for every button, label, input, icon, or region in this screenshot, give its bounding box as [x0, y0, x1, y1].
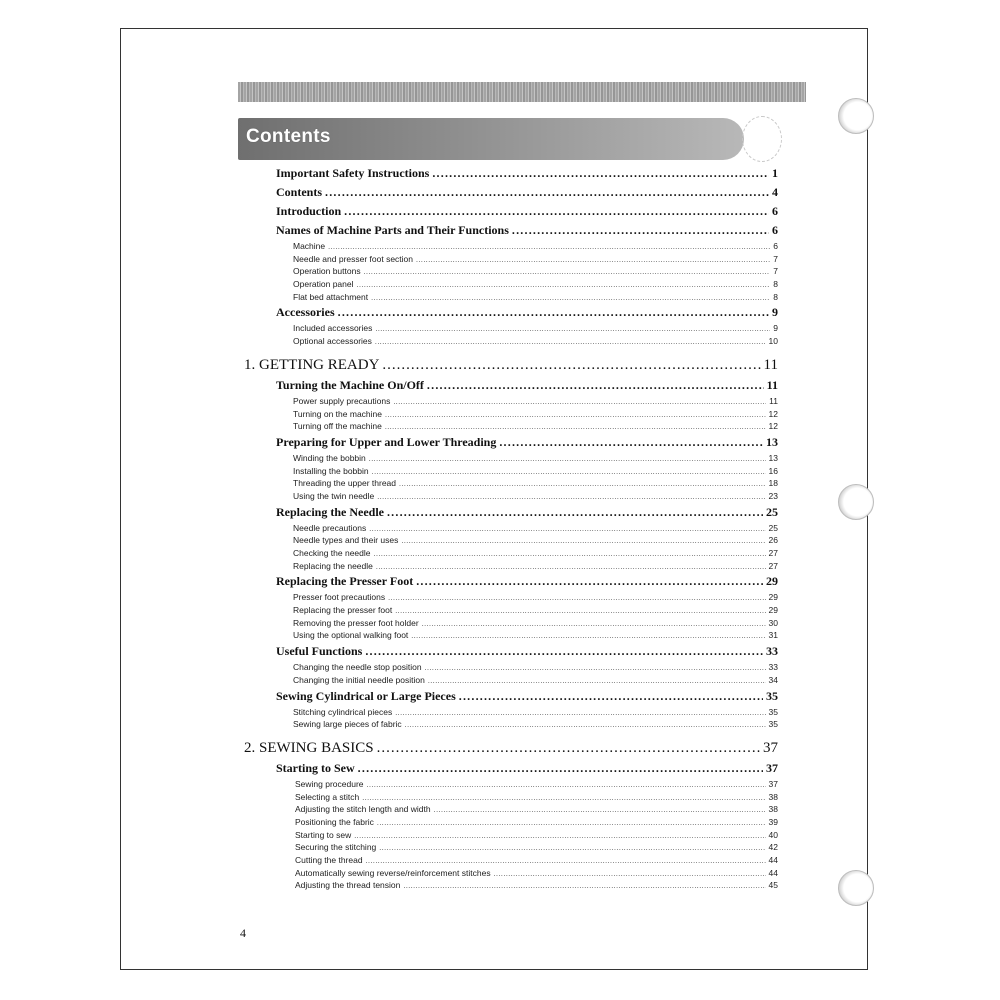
toc-section-entry[interactable]	[276, 433, 778, 452]
toc-entry-page: 30	[768, 617, 778, 628]
toc-entry-page: 37	[766, 760, 778, 775]
toc-leader-dots	[366, 854, 766, 867]
toc-subsection-entry[interactable]	[293, 617, 778, 630]
toc-subsection-entry[interactable]	[293, 278, 778, 291]
toc-entry-page: 25	[768, 522, 778, 533]
toc-entry-title: Operation buttons	[293, 266, 361, 277]
toc-leader-dots	[434, 803, 766, 816]
toc-entry-page: 11	[763, 356, 778, 373]
toc-entry-page: 26	[768, 535, 778, 546]
toc-subsection-entry[interactable]	[293, 240, 778, 253]
toc-entry-title: Adjusting the thread tension	[295, 880, 401, 891]
toc-leader-dots	[388, 591, 765, 604]
toc-entry-title: Changing the initial needle position	[293, 674, 425, 685]
toc-subsection-entry[interactable]	[293, 322, 778, 335]
toc-leader-dots	[357, 278, 771, 291]
toc-leader-dots	[387, 503, 763, 522]
toc-subsection-entry[interactable]	[295, 816, 778, 829]
toc-entry-page: 33	[768, 662, 778, 673]
toc-entry-title: Automatically sewing reverse/reinforcement stitches	[295, 867, 491, 878]
toc-entry-page: 37	[763, 739, 778, 756]
toc-entry-page: 37	[768, 778, 778, 789]
toc-subsection-entry[interactable]	[293, 591, 778, 604]
toc-entry-title: Sewing Cylindrical or Large Pieces	[276, 688, 456, 703]
toc-leader-dots	[395, 604, 765, 617]
toc-entry-page: 35	[768, 719, 778, 730]
toc-entry-page: 4	[772, 185, 778, 199]
toc-entry-title: Included accessories	[293, 323, 373, 334]
page-title: Contents	[246, 126, 331, 147]
toc-entry-title: Using the optional walking foot	[293, 630, 409, 641]
toc-entry-page: 7	[773, 253, 778, 264]
toc-subsection-entry[interactable]	[295, 829, 778, 842]
toc-entry-page: 35	[766, 688, 778, 703]
toc-entry-title: Needle precautions	[293, 522, 367, 533]
toc-entry-page: 39	[768, 816, 778, 827]
toc-subsection-entry[interactable]	[293, 265, 778, 278]
toc-entry-title: Adjusting the stitch length and width	[295, 804, 431, 815]
toc-leader-dots	[338, 303, 769, 322]
banner-ring-decoration	[742, 116, 782, 162]
toc-leader-dots	[385, 408, 766, 421]
toc-entry-page: 38	[768, 804, 778, 815]
toc-entry-title: Turning on the machine	[293, 408, 382, 419]
toc-entry-title: Needle types and their uses	[293, 535, 399, 546]
toc-leader-dots	[512, 221, 769, 240]
toc-entry-title: Turning the Machine On/Off	[276, 377, 424, 392]
toc-section-entry[interactable]	[276, 572, 778, 591]
toc-leader-dots	[425, 661, 766, 674]
toc-entry-title: 2. SEWING BASICS	[244, 739, 374, 756]
toc-entry-page: 7	[773, 266, 778, 277]
toc-chapter-entry[interactable]	[244, 737, 778, 759]
toc-section-entry[interactable]	[276, 202, 778, 221]
toc-leader-dots	[399, 477, 766, 490]
toc-entry-title: Turning off the machine	[293, 421, 382, 432]
binder-hole-top	[838, 98, 874, 134]
toc-entry-page: 34	[768, 674, 778, 685]
toc-entry-page: 16	[768, 465, 778, 476]
toc-subsection-entry[interactable]	[295, 879, 778, 892]
toc-subsection-entry[interactable]	[293, 629, 778, 642]
toc-leader-dots	[344, 202, 769, 221]
toc-subsection-entry[interactable]	[295, 854, 778, 867]
toc-leader-dots	[325, 183, 769, 202]
toc-entry-page: 45	[768, 880, 778, 891]
toc-entry-title: Starting to Sew	[276, 760, 355, 775]
toc-entry-title: Preparing for Upper and Lower Threading	[276, 434, 497, 449]
toc-subsection-entry[interactable]	[295, 867, 778, 880]
toc-entry-title: Replacing the Presser Foot	[276, 574, 414, 589]
toc-entry-title: Replacing the Needle	[276, 504, 384, 519]
toc-entry-title: Power supply precautions	[293, 395, 391, 406]
toc-subsection-entry[interactable]	[293, 477, 778, 490]
toc-section-entry[interactable]	[276, 503, 778, 522]
toc-entry-page: 11	[766, 377, 778, 392]
toc-subsection-entry[interactable]	[295, 841, 778, 854]
toc-entry-page: 1	[772, 166, 778, 180]
toc-subsection-entry[interactable]	[293, 490, 778, 503]
toc-leader-dots	[377, 737, 760, 759]
toc-entry-page: 9	[773, 323, 778, 334]
toc-subsection-entry[interactable]	[293, 534, 778, 547]
toc-entry-page: 13	[766, 434, 778, 449]
toc-entry-page: 12	[768, 421, 778, 432]
binder-hole-bottom	[838, 870, 874, 906]
toc-subsection-entry[interactable]	[295, 791, 778, 804]
toc-subsection-entry[interactable]	[293, 291, 778, 304]
toc-leader-dots	[428, 674, 766, 687]
toc-entry-title: Replacing the presser foot	[293, 605, 393, 616]
toc-leader-dots	[499, 433, 763, 452]
toc-section-entry[interactable]	[276, 221, 778, 240]
toc-leader-dots	[385, 420, 766, 433]
toc-leader-dots	[379, 841, 765, 854]
toc-entry-title: Checking the needle	[293, 548, 371, 558]
toc-leader-dots	[371, 291, 770, 304]
toc-leader-dots	[369, 522, 765, 535]
toc-entry-title: Names of Machine Parts and Their Functions	[276, 223, 509, 237]
toc-entry-page: 31	[768, 630, 778, 641]
toc-entry-title: Important Safety Instructions	[276, 166, 430, 180]
page-number: 4	[240, 926, 246, 940]
toc-entry-title: Starting to sew	[295, 829, 352, 840]
toc-subsection-entry[interactable]	[293, 395, 778, 408]
toc-entry-title: Useful Functions	[276, 644, 363, 659]
table-of-contents	[244, 164, 778, 892]
toc-entry-page: 9	[772, 305, 778, 320]
toc-entry-page: 44	[768, 855, 778, 865]
toc-entry-title: Replacing the needle	[293, 560, 373, 571]
toc-entry-title: Contents	[276, 185, 323, 199]
toc-entry-title: Sewing large pieces of fabric	[293, 719, 402, 730]
toc-leader-dots	[494, 867, 766, 880]
toc-entry-title: Accessories	[276, 305, 335, 320]
toc-subsection-entry[interactable]	[293, 465, 778, 478]
toc-entry-page: 29	[766, 574, 778, 589]
toc-entry-title: Securing the stitching	[295, 842, 377, 853]
toc-entry-page: 6	[772, 204, 778, 218]
toc-entry-title: Using the twin needle	[293, 490, 375, 501]
toc-leader-dots	[375, 322, 770, 335]
toc-subsection-entry[interactable]	[293, 604, 778, 617]
toc-leader-dots	[403, 879, 765, 892]
toc-entry-page: 42	[768, 842, 778, 853]
toc-leader-dots	[382, 354, 760, 376]
toc-leader-dots	[354, 829, 765, 842]
toc-leader-dots	[377, 490, 765, 503]
toc-entry-title: Threading the upper thread	[293, 478, 397, 489]
toc-leader-dots	[374, 547, 766, 560]
toc-entry-title: Installing the bobbin	[293, 465, 369, 476]
toc-leader-dots	[365, 642, 763, 661]
toc-leader-dots	[358, 759, 763, 778]
toc-entry-page: 6	[772, 223, 778, 237]
toc-entry-page: 29	[768, 592, 778, 603]
toc-entry-title: Winding the bobbin	[293, 452, 366, 463]
toc-subsection-entry[interactable]	[293, 718, 778, 731]
toc-leader-dots	[375, 335, 766, 348]
toc-entry-page: 35	[768, 706, 778, 717]
toc-subsection-entry[interactable]	[293, 452, 778, 465]
toc-section-entry[interactable]	[276, 759, 778, 778]
toc-subsection-entry[interactable]	[293, 522, 778, 535]
toc-subsection-entry[interactable]	[293, 408, 778, 421]
toc-entry-page: 8	[773, 291, 778, 302]
toc-section-entry[interactable]	[276, 376, 778, 395]
toc-entry-title: Cutting the thread	[295, 855, 363, 865]
toc-subsection-entry[interactable]	[293, 335, 778, 348]
toc-subsection-entry[interactable]	[293, 706, 778, 719]
toc-subsection-entry[interactable]	[293, 420, 778, 433]
toc-entry-title: Changing the needle stop position	[293, 662, 422, 673]
toc-entry-title: Positioning the fabric	[295, 816, 374, 827]
toc-entry-title: Machine	[293, 241, 326, 251]
toc-entry-title: Sewing procedure	[295, 778, 364, 789]
toc-subsection-entry[interactable]	[295, 803, 778, 816]
toc-entry-page: 11	[769, 395, 778, 406]
toc-leader-dots	[427, 376, 764, 395]
toc-entry-title: Removing the presser foot holder	[293, 617, 419, 628]
toc-subsection-entry[interactable]	[295, 778, 778, 791]
toc-entry-page: 8	[773, 279, 778, 290]
toc-entry-title: Flat bed attachment	[293, 291, 369, 302]
toc-leader-dots	[393, 395, 766, 408]
toc-leader-dots	[416, 572, 763, 591]
toc-section-entry[interactable]	[276, 303, 778, 322]
toc-leader-dots	[401, 534, 765, 547]
toc-section-entry[interactable]	[276, 183, 778, 202]
toc-entry-page: 12	[768, 408, 778, 419]
toc-leader-dots	[422, 617, 766, 630]
toc-section-entry[interactable]	[276, 642, 778, 661]
toc-entry-page: 23	[768, 490, 778, 501]
toc-section-entry[interactable]	[276, 687, 778, 706]
toc-subsection-entry[interactable]	[293, 560, 778, 573]
toc-entry-title: Operation panel	[293, 279, 354, 290]
toc-entry-page: 38	[768, 791, 778, 802]
toc-leader-dots	[459, 687, 763, 706]
binder-hole-middle	[838, 484, 874, 520]
toc-leader-dots	[377, 816, 766, 829]
toc-leader-dots	[411, 629, 765, 642]
toc-leader-dots	[364, 265, 771, 278]
toc-leader-dots	[405, 718, 766, 731]
toc-leader-dots	[362, 791, 765, 804]
toc-subsection-entry[interactable]	[293, 661, 778, 674]
toc-leader-dots	[395, 706, 765, 719]
toc-entry-page: 27	[768, 548, 778, 558]
toc-entry-title: Optional accessories	[293, 336, 372, 347]
toc-entry-title: 1. GETTING READY	[244, 356, 380, 373]
toc-entry-page: 25	[766, 504, 778, 519]
toc-entry-title: Stitching cylindrical pieces	[293, 706, 393, 717]
toc-entry-page: 10	[768, 336, 778, 347]
toc-leader-dots	[432, 164, 769, 183]
toc-entry-title: Needle and presser foot section	[293, 253, 414, 264]
toc-entry-title: Selecting a stitch	[295, 791, 360, 802]
toc-entry-page: 27	[768, 560, 778, 571]
toc-entry-page: 18	[768, 478, 778, 489]
toc-subsection-entry[interactable]	[293, 674, 778, 687]
toc-leader-dots	[416, 253, 770, 266]
toc-leader-dots	[369, 452, 766, 465]
toc-leader-dots	[372, 465, 766, 478]
toc-subsection-entry[interactable]	[293, 547, 778, 560]
toc-section-entry[interactable]	[276, 164, 778, 183]
toc-entry-page: 40	[768, 829, 778, 840]
toc-entry-page: 6	[773, 241, 778, 251]
toc-leader-dots	[376, 560, 766, 573]
header-strip	[238, 82, 806, 102]
toc-entry-title: Introduction	[276, 204, 342, 218]
toc-subsection-entry[interactable]	[293, 253, 778, 266]
toc-entry-title: Presser foot precautions	[293, 592, 386, 603]
toc-entry-page: 44	[768, 867, 778, 878]
toc-entry-page: 33	[766, 644, 778, 659]
toc-leader-dots	[328, 240, 770, 253]
toc-entry-page: 29	[768, 605, 778, 616]
toc-leader-dots	[367, 778, 766, 791]
toc-entry-page: 13	[768, 452, 778, 463]
toc-chapter-entry[interactable]	[244, 354, 778, 376]
